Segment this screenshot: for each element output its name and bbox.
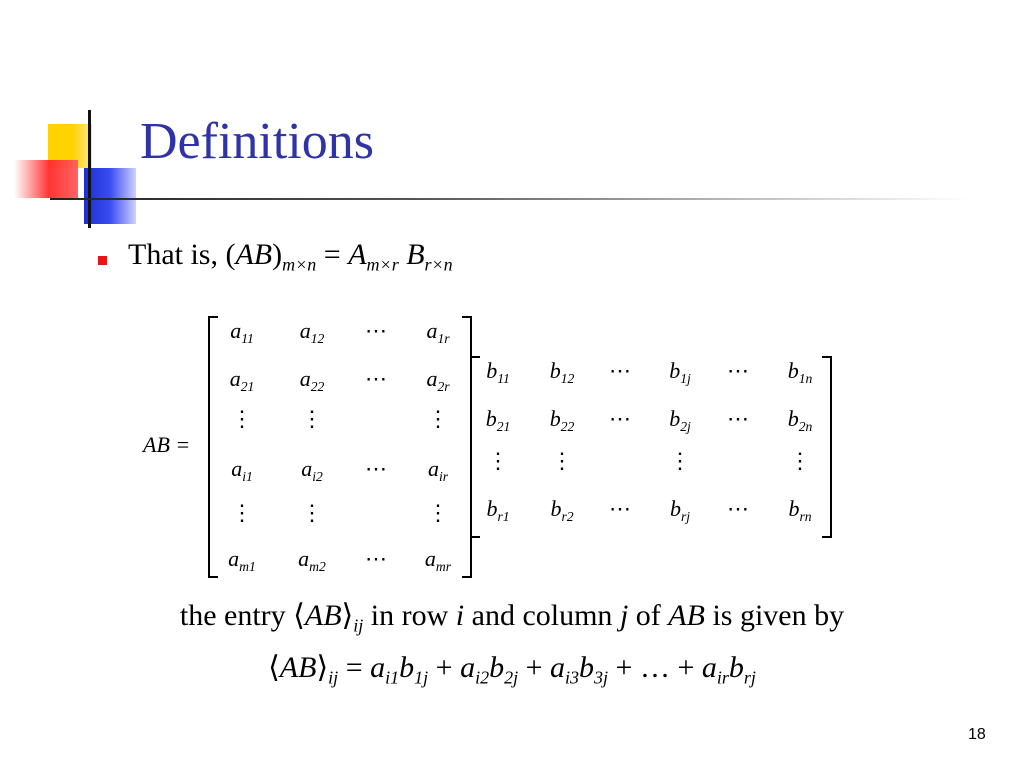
matrix-b-cell: ⋮ [551,448,573,473]
matrix-a-cell: ⋮ [427,406,449,431]
matrix-a-cell: ⋮ [301,500,323,525]
matrix-a-cell: ⋮ [301,406,323,431]
matrix-a-cell: $a_{i1}$ [231,456,253,484]
matrix-a-cell: $a_{1r}$ [426,318,450,346]
matrix-a [208,316,472,578]
matrix-b-left-bracket [470,356,480,538]
matrix-b-cell: $b_{r2}$ [550,496,574,524]
matrix-a-left-bracket [208,316,218,578]
matrix-b-cell: ⋮ [789,448,811,473]
matrix-a-cell: $a_{2r}$ [426,366,450,394]
matrix-b-cell: $b_{2j}$ [669,406,691,434]
matrix-b-cell: ⋯ [609,406,631,431]
matrix-b-cell: $b_{22}$ [549,406,575,434]
matrix-a-cell: $a_{m2}$ [298,546,326,574]
matrix-a-cell: ⋮ [231,500,253,525]
decor-blue-square [84,168,136,224]
matrix-a-cell: $a_{21}$ [229,366,255,394]
matrix-a-cell: $a_{mr}$ [424,546,452,574]
matrix-a-cell: ⋮ [231,406,253,431]
matrix-a-cell: $a_{m1}$ [228,546,256,574]
matrix-b-cell: ⋮ [669,448,691,473]
bullet-marker [98,256,107,265]
matrix-a-cell: ⋮ [427,500,449,525]
page-number: 18 [968,726,986,743]
matrix-b-cell: $b_{11}$ [486,358,510,386]
matrix-b-cell: ⋯ [609,358,631,383]
matrix-a-cell: $a_{i2}$ [301,456,323,484]
matrix-b-cell: ⋯ [727,496,749,521]
matrix-b-right-bracket [822,356,832,538]
matrix-b-cell: ⋯ [727,358,749,383]
matrix-label: AB = [143,432,191,457]
matrix-a-cell: ⋯ [365,318,387,343]
matrix-a-cell: $a_{22}$ [299,366,325,394]
title-underline [50,198,970,200]
matrix-a-cell: ⋯ [365,546,387,571]
matrix-a-cell: $a_{11}$ [230,318,254,346]
decor-vertical-line [88,110,91,228]
matrix-b-cell: $b_{rn}$ [788,496,812,524]
matrix-a-cell: ⋯ [365,456,387,481]
matrix-b-cell: $b_{21}$ [485,406,511,434]
matrix-b-cell: $b_{1j}$ [669,358,691,386]
matrix-b-cell: ⋯ [609,496,631,521]
matrix-b [470,356,832,538]
matrix-a-cell: $a_{12}$ [299,318,325,346]
matrix-b-cell: ⋯ [727,406,749,431]
matrix-b-cell: $b_{1n}$ [787,358,813,386]
matrix-b-cell: $b_{2n}$ [787,406,813,434]
entry-formula: $⟨AB⟩_{ij} = a_{i1}b_{1j} + a_{i2}b_{2j} + a_{i3}b_{3j}$ + … + $a_{ir}b_{rj}$ [268,651,756,688]
matrix-b-cell: $b_{12}$ [549,358,575,386]
matrix-b-cell: $b_{rj}$ [669,496,691,524]
matrix-a-cell: $a_{ir}$ [427,456,449,484]
slide-title: Definitions [140,113,374,170]
matrix-b-cell: $b_{r1}$ [486,496,510,524]
matrix-b-cell: ⋮ [487,448,509,473]
bullet-text: That is, $(AB)_{m\times n} = A_{m\times r}$ $B_{r\times n}$ [128,238,453,275]
entry-description: the entry $⟨AB⟩_{ij}$ in row i and column j of AB is given by [179,599,845,636]
matrix-a-cell: ⋯ [365,366,387,391]
decor-red-square [14,160,78,198]
